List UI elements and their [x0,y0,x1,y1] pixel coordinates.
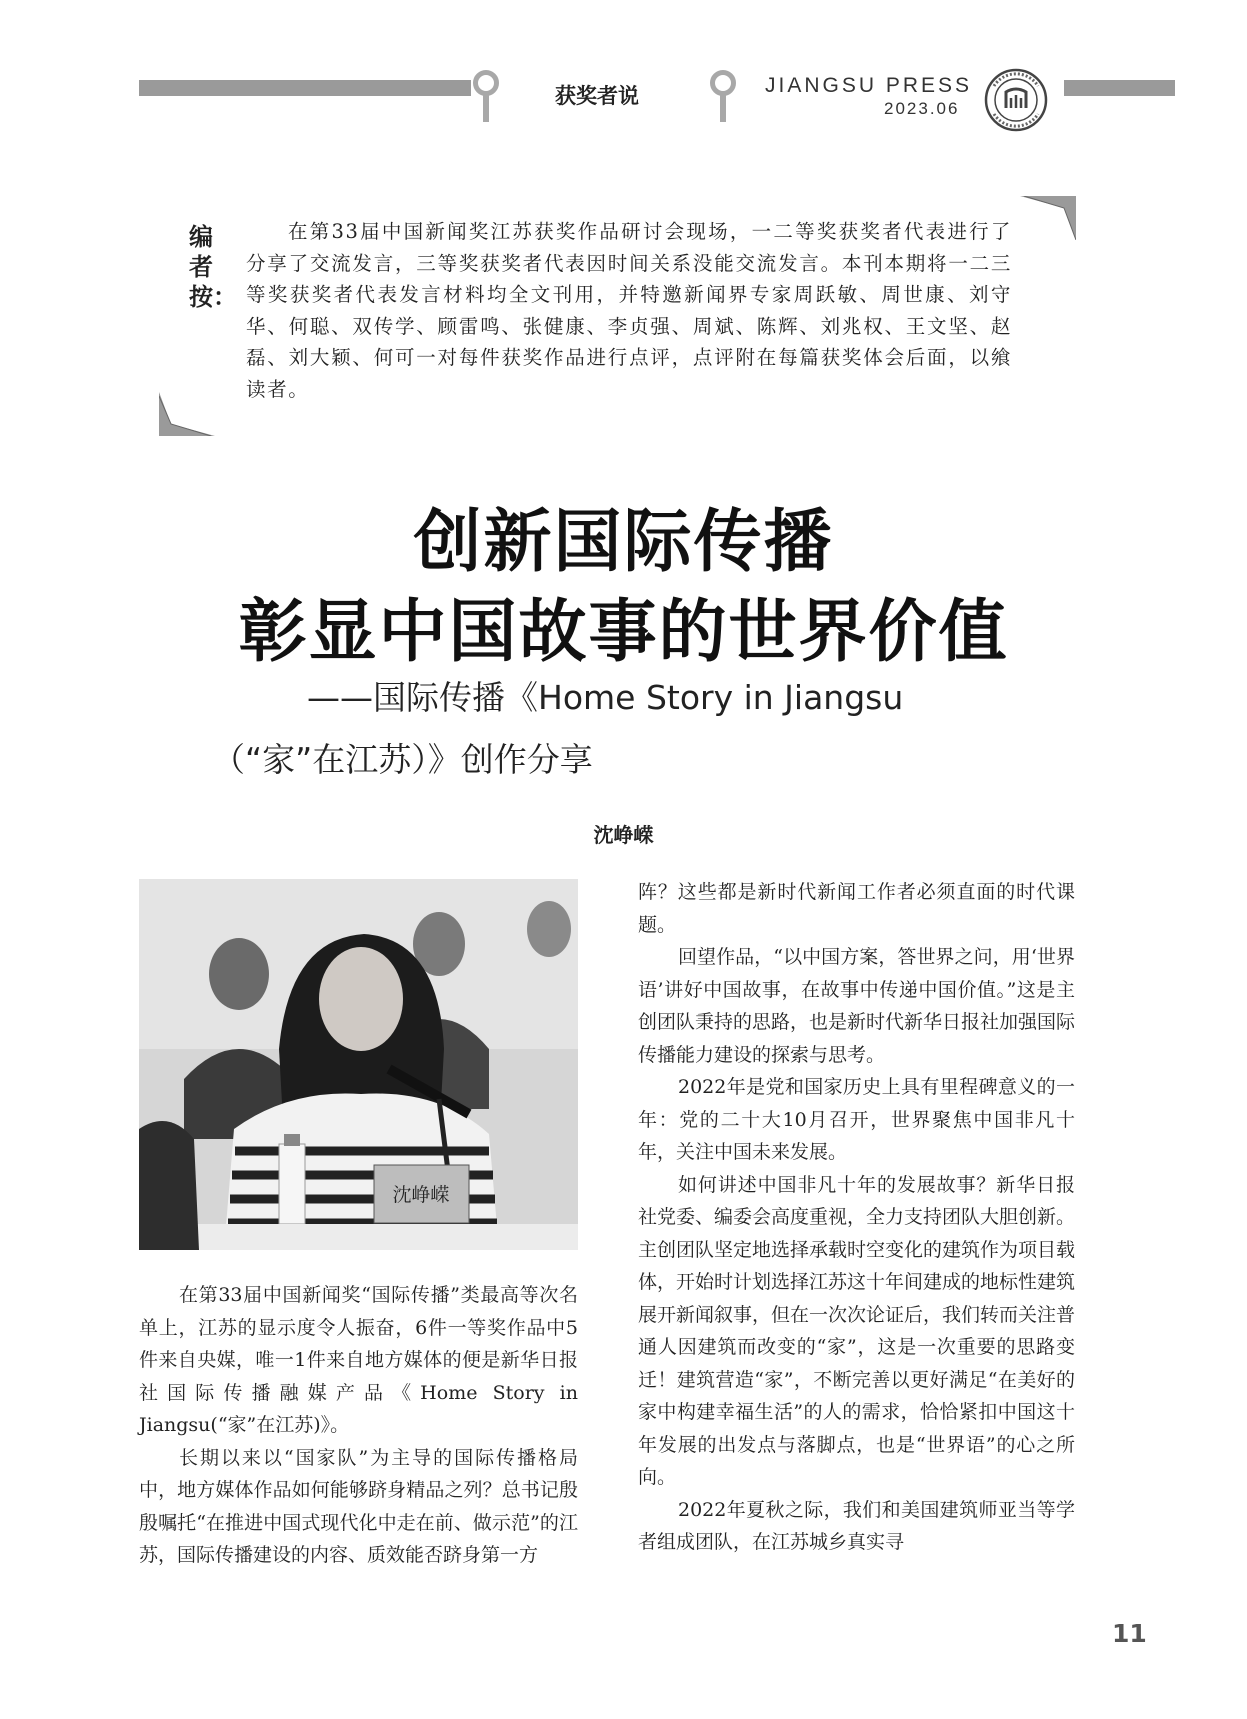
body-column-right [638,876,1075,1559]
article-subtitle-line-2: （“家”在江苏）》创作分享 [212,740,593,779]
paragraph: 回望作品，“以中国方案，答世界之问，用‘世界语’讲好中国故事，在故事中传递中国价值。”这是主创团队秉持的思路，也是新时代新华日报社加强国际传播能力建设的探索与思考。 [638,946,1076,1066]
paragraph: 2022年夏秋之际，我们和美国建筑师亚当等学者组成团队，在江苏城乡真实寻 [638,1498,1075,1553]
issue-number: 2023.06 [884,99,960,118]
editor-note-text: 在第33届中国新闻奖江苏获奖作品研讨会现场，一二等奖获奖者代表进行了分享了交流发言，三等奖获奖者代表因时间关系没能交流发言。本刊本期将一二三等奖获奖者代表发言材料均全文刊用，并特邀新闻界专家周跃敏、周世康、刘守华、何聪、双传学、顾雷鸣、张健康、李贞强、周斌、陈辉、刘兆权、王文坚、赵磊、刘大颖、何可一对每件获奖作品进行点评，点评附在每篇获奖体会后面，以飨读者。 [246,220,1012,401]
paragraph: 2022年是党和国家历史上具有里程碑意义的一年：党的二十大10月召开，世界聚焦中国非凡十年，关注中国未来发展。 [638,1076,1075,1163]
section-title: 获奖者说 [555,84,639,108]
photo-illustration [139,879,578,1250]
nameplate-text: 沈峥嵘 [392,1184,450,1206]
paragraph: 如何讲述中国非凡十年的发展故事？新华日报社党委、编委会高度重视，全力支持团队大胆创新。主创团队坚定地选择承载时空变化的建筑作为项目载体，开始时计划选择江苏这十年间建成的地标性建筑展开新闻叙事，但在一次次论证后，我们转而关注普通人因建筑而改变的“家”，这是一次重要的思路变迁！建筑营造“家”，不断完善以更好满足“在美好的家中构建幸福生活”的人的需求，恰恰紧扣中国这十年发展的出发点与落脚点，也是“世界语”的心之所向。 [638,1173,1076,1488]
editor-note-label: 编者按： [189,223,237,311]
paragraph: 长期以来以“国家队”为主导的国际传播格局中，地方媒体作品如何能够跻身精品之列？总书记殷殷嘱托“在推进中国式现代化中走在前、做示范”的江苏，国际传播建设的内容、质效能否跻身第一方 [139,1446,578,1566]
body-column-left [139,1279,578,1572]
magazine-name: JIANGSU PRESS [765,74,973,97]
header-bar-left [139,80,471,96]
pin-stem [720,92,726,122]
paragraph: 阵？这些都是新时代新闻工作者必须直面的时代课题。 [638,881,1075,936]
corner-ornament-bottom-left [159,392,215,436]
header-bar-right [1064,80,1175,96]
jiangsu-press-seal-logo [984,68,1048,132]
corner-ornament-top-right [1020,196,1076,240]
article-title-line-2: 彰显中国故事的世界价值 [238,593,1009,672]
page-number: 11 [1112,1619,1147,1648]
author-speaking-photo [139,879,578,1250]
paragraph: 在第33届中国新闻奖“国际传播”类最高等次名单上，江苏的显示度令人振奋，6件一等奖作品中5件来自央媒，唯一1件来自地方媒体的便是新华日报社国际传播融媒产品《Home Story in Jiangsu(“家”在江苏)》。 [139,1284,578,1436]
article-title-line-1: 创新国际传播 [413,503,834,582]
pin-stem [483,92,489,122]
article-subtitle-line-1: ——国际传播《Home Story in Jiangsu [307,678,904,717]
article-author: 沈峥嵘 [593,823,654,847]
